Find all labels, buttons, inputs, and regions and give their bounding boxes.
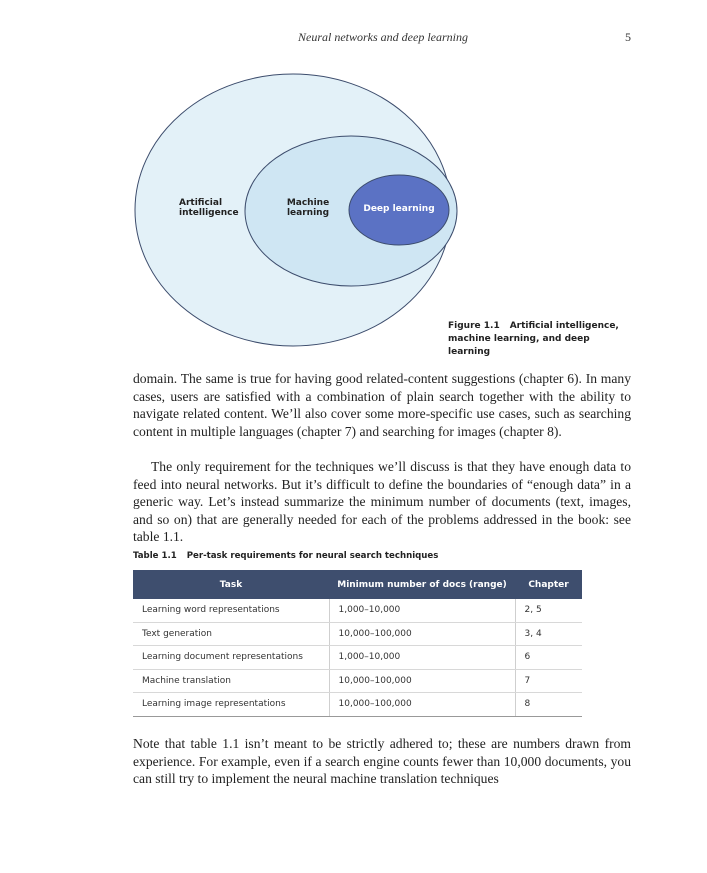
table-header-row	[133, 570, 582, 599]
header-task: Task	[133, 570, 329, 599]
table-caption-text: Per-task requirements for neural search techniques	[186, 551, 439, 561]
cell-docs: 10,000–100,000	[329, 622, 515, 646]
cell-task: Learning word representations	[133, 599, 329, 622]
cell-docs: 1,000–10,000	[329, 599, 515, 622]
figure-caption	[448, 320, 628, 359]
table-caption-number: Table 1.1	[133, 551, 177, 561]
paragraph-1: domain. The same is true for having good related-content suggestions (chapter 6). In many cases, users are satisfied with a combination of plain search together with the ability to navigate related content. We’ll also cover some more-specific use cases, such as searching content in multiple languages (chapter 7) and searching for images (chapter 8).	[133, 371, 631, 439]
table-row	[133, 622, 582, 646]
cell-chapter: 2, 5	[515, 599, 582, 622]
cell-chapter: 3, 4	[515, 622, 582, 646]
ai-label: Artificial intelligence	[179, 198, 239, 218]
venn-figure	[133, 70, 633, 357]
header-docs: Minimum number of docs (range)	[329, 570, 515, 599]
paragraph-3: Note that table 1.1 isn’t meant to be strictly adhered to; these are numbers drawn from experience. For example, even if a search engine counts fewer than 10,000 documents, you can still try to implement the neural machine translation techniques	[133, 736, 631, 787]
requirements-table	[133, 570, 582, 717]
cell-docs: 10,000–100,000	[329, 669, 515, 693]
cell-docs: 1,000–10,000	[329, 646, 515, 670]
table-row	[133, 669, 582, 693]
cell-task: Learning document representations	[133, 646, 329, 670]
cell-chapter: 8	[515, 693, 582, 717]
cell-docs: 10,000–100,000	[329, 693, 515, 717]
running-title: Neural networks and deep learning	[298, 30, 468, 44]
table-row	[133, 646, 582, 670]
cell-task: Learning image representations	[133, 693, 329, 717]
table-row	[133, 693, 582, 717]
cell-chapter: 7	[515, 669, 582, 693]
cell-task: Machine translation	[133, 669, 329, 693]
ml-label: Machine learning	[286, 198, 330, 218]
figure-caption-text: Artificial intelligence, machine learning, and deep learning	[448, 321, 619, 357]
dl-label: Deep learning	[363, 204, 435, 214]
running-head	[133, 30, 633, 48]
paragraph-2: The only requirement for the techniques we’ll discuss is that they have enough data to feed into neural networks. But it’s difficult to define the boundaries of “enough data” in a generic way. Let’s instead summarize the minimum number of documents (text, images, and so on) that are generally needed for each of the problems addressed in the book: see table 1.1.	[133, 459, 631, 545]
cell-chapter: 6	[515, 646, 582, 670]
page-number: 5	[625, 30, 631, 44]
figure-caption-number: Figure 1.1	[448, 321, 500, 331]
header-chapter: Chapter	[515, 570, 582, 599]
table-row	[133, 599, 582, 622]
table-caption	[133, 551, 438, 561]
cell-task: Text generation	[133, 622, 329, 646]
